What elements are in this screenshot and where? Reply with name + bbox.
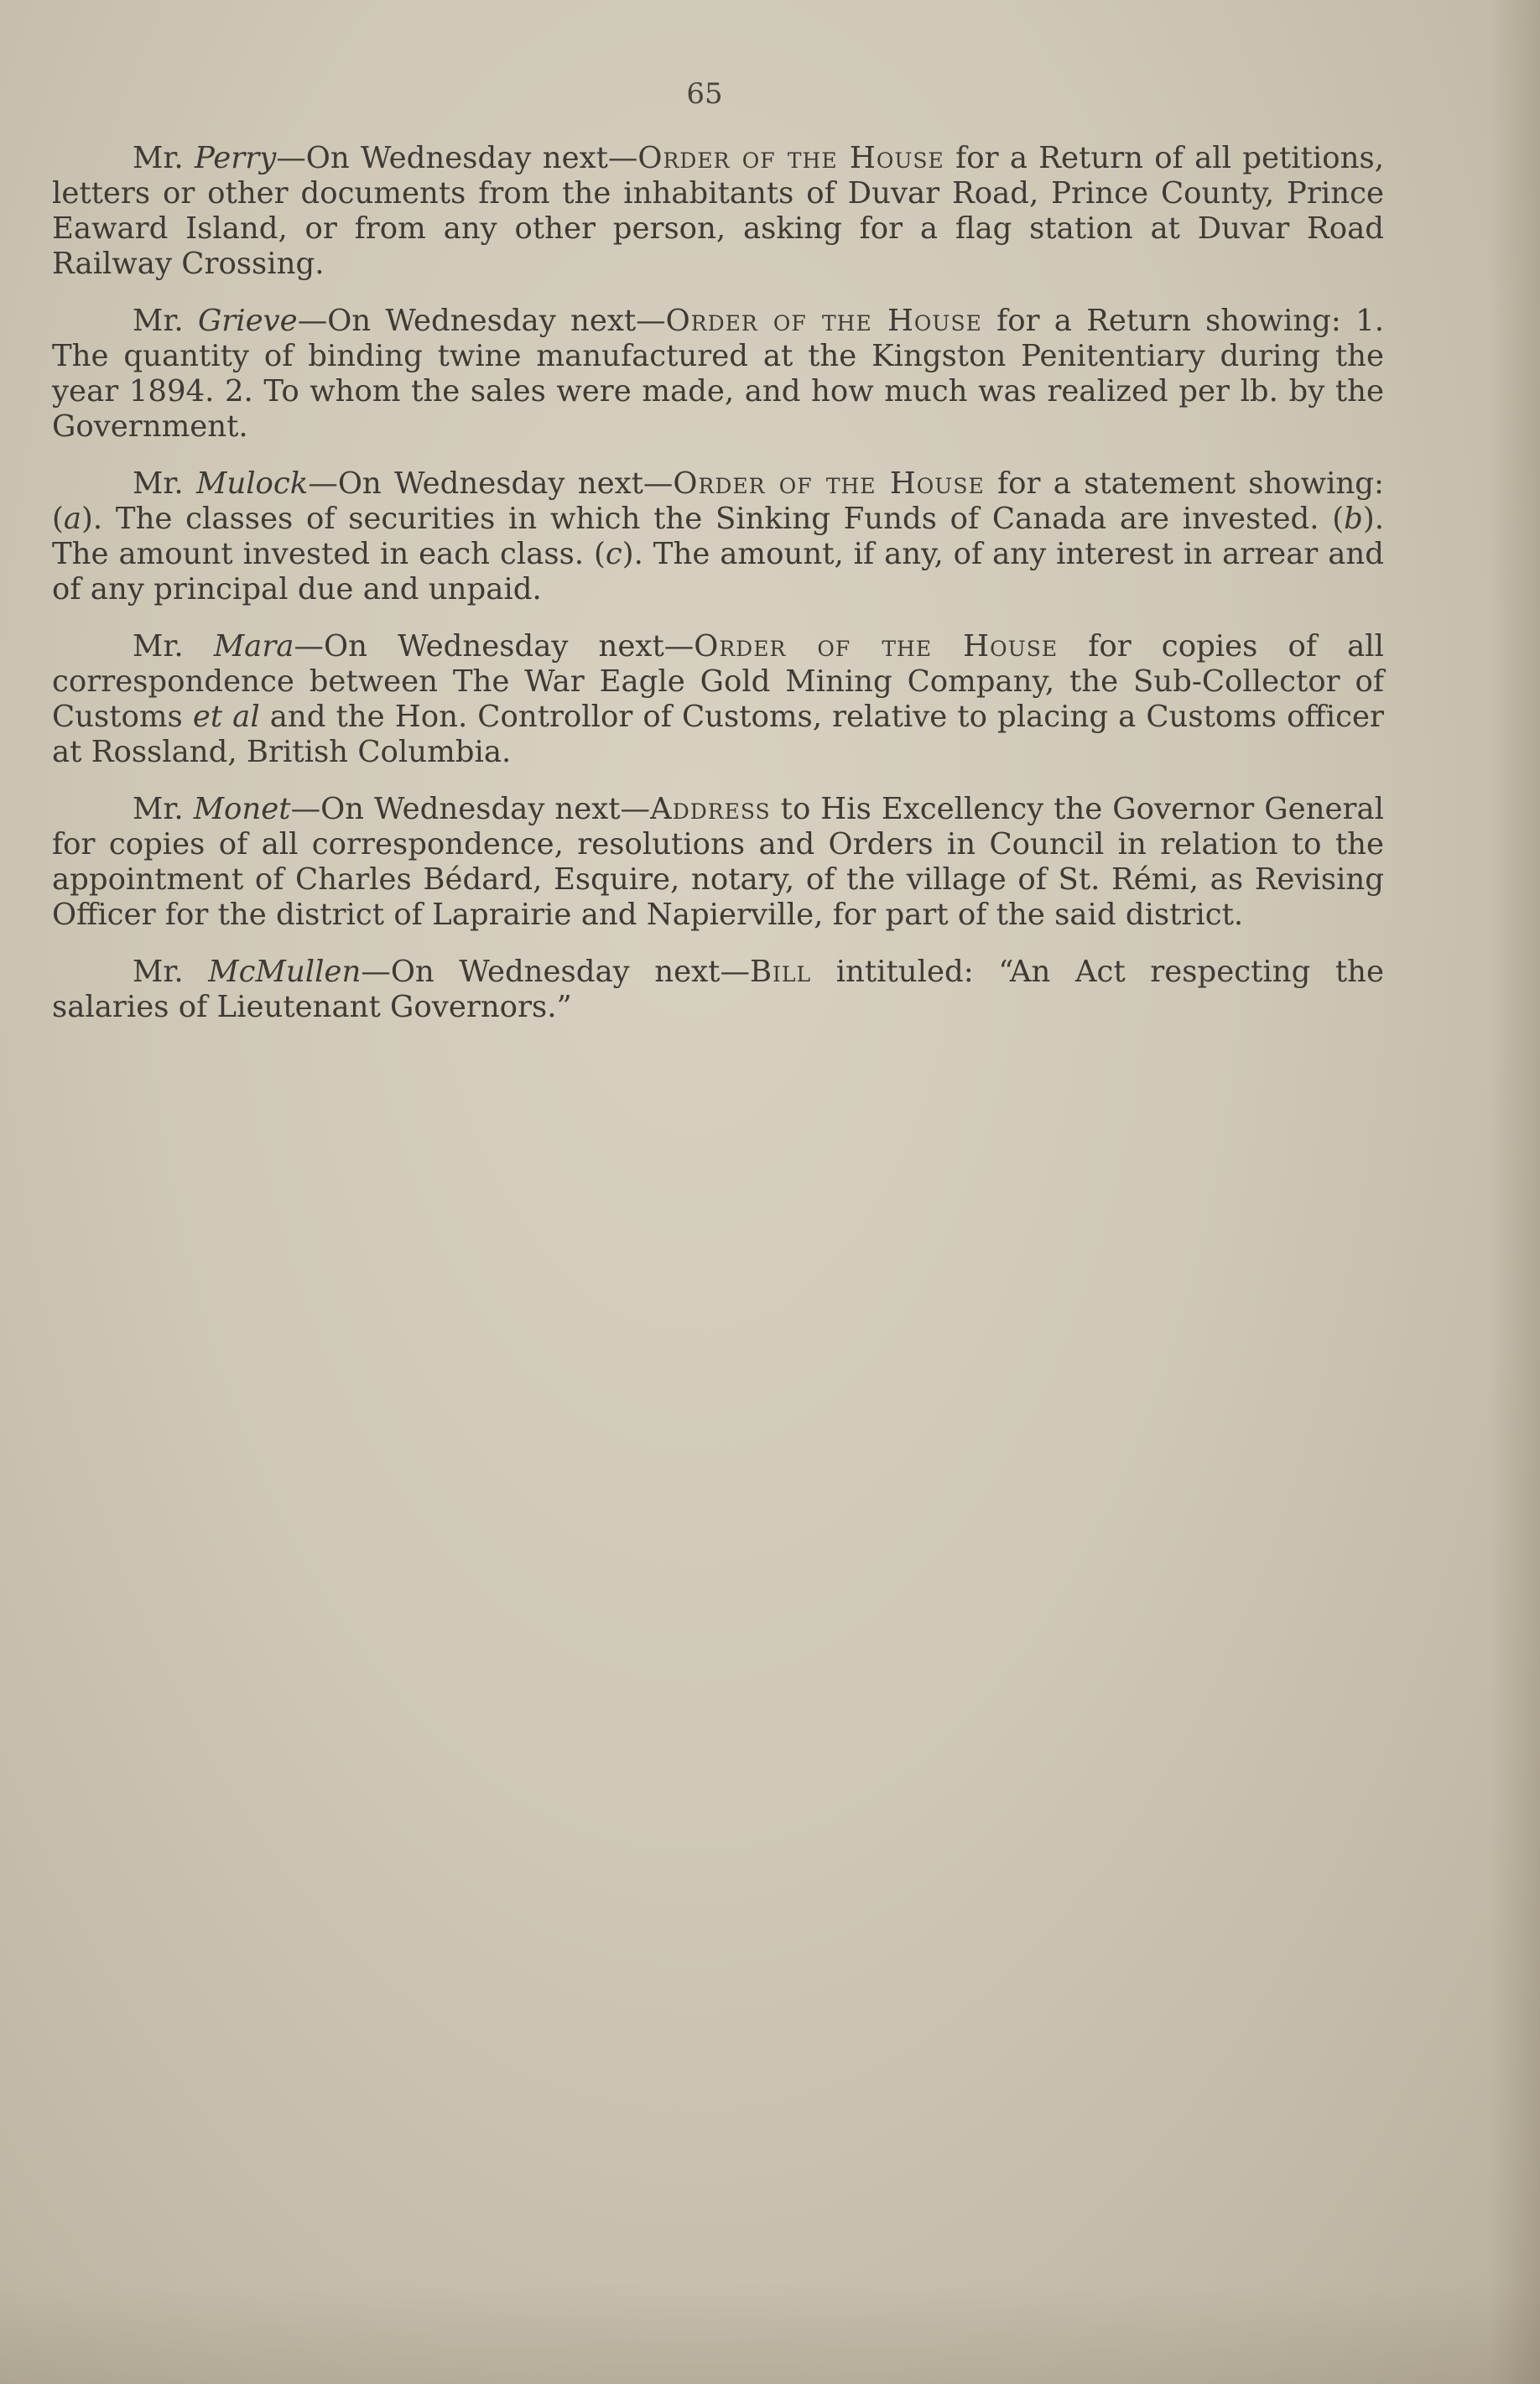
item-letter: a	[63, 502, 82, 536]
notice-kind: Order of the House	[665, 304, 982, 338]
notice-body: for a Return of all petitions, letters or other documents from the inhabitants of Duvar Road, Prince County, Prince Eaward Island, or from any other person, asking for a flag station at Duvar Road Railway Crossing.	[52, 141, 1384, 281]
notice-lead: —On Wednesday next—	[294, 629, 695, 664]
notice-prefix: Mr.	[133, 141, 195, 175]
notice-monet	[52, 792, 1384, 933]
notice-prefix: Mr.	[133, 466, 196, 501]
member-name: Perry	[195, 141, 277, 175]
notice-body: intituled: “An Act respecting the salaries of Lieutenant Governors.”	[52, 955, 1385, 1024]
notice-lead: —On Wednesday next—	[308, 466, 674, 501]
member-name: Monet	[193, 792, 291, 826]
notice-lead: —On Wednesday next—	[276, 141, 638, 175]
et-al: et al	[192, 700, 260, 734]
notice-mcmullen	[52, 955, 1384, 1025]
member-name: Grieve	[197, 304, 298, 338]
notice-kind: Bill	[749, 955, 812, 989]
notice-kind: Order of the House	[694, 629, 1059, 664]
notice-body-part: for copies of all correspondence between The War Eagle Gold Mining Company, the Sub-Collector of Customs	[52, 629, 1384, 734]
notice-kind: Address	[650, 792, 771, 826]
notice-body: to His Excellency the Governor General for copies of all correspondence, resolutions and Orders in Council in relation to the appointment of Charles Bédard, Esquire, notary, of the village of St. Rémi, as Revising Officer for the district of Laprairie and Napierville, for part of the said district.	[52, 792, 1384, 932]
notice-kind: Order of the House	[637, 141, 944, 175]
notice-body-part: ). The classes of securities in which the Sinking Funds of Canada are invested. (	[81, 502, 1345, 536]
notice-lead: —On Wednesday next—	[290, 792, 651, 826]
notices-text	[52, 141, 1384, 1047]
item-letter: c	[605, 537, 622, 571]
member-name: McMullen	[208, 955, 362, 989]
notice-lead: —On Wednesday next—	[297, 304, 666, 338]
notice-mara	[52, 629, 1384, 770]
page-bottom-shadow	[0, 2283, 1540, 2384]
page-number: 65	[686, 77, 723, 111]
notice-grieve	[52, 304, 1384, 445]
notice-prefix: Mr.	[133, 629, 214, 664]
notice-lead: —On Wednesday next—	[361, 955, 750, 989]
item-letter: b	[1344, 502, 1363, 536]
notice-prefix: Mr.	[133, 955, 209, 989]
notice-body-part: and the Hon. Controllor of Customs, relative to placing a Customs officer at Rossland, British Columbia.	[52, 700, 1384, 769]
notice-prefix: Mr.	[133, 304, 198, 338]
notice-prefix: Mr.	[133, 792, 194, 826]
member-name: Mulock	[195, 466, 309, 501]
notice-body: for a Return showing: 1. The quantity of binding twine manufactured at the Kingston Penitentiary during the year 1894. 2. To whom the sales were made, and how much was realized per lb. by the Government.	[52, 304, 1384, 444]
notice-mulock	[52, 466, 1384, 607]
notice-body-part: ). The amount, if any, of any interest in arrear and of any principal due and unpaid.	[52, 537, 1384, 606]
member-name: Mara	[213, 629, 294, 664]
notice-body-part: for a statement showing: (	[52, 466, 1384, 536]
notice-perry	[52, 141, 1384, 282]
notice-body-part: ). The amount invested in each class. (	[52, 502, 1384, 571]
notice-kind: Order of the House	[673, 466, 985, 501]
page-edge-shadow	[1490, 0, 1540, 2384]
